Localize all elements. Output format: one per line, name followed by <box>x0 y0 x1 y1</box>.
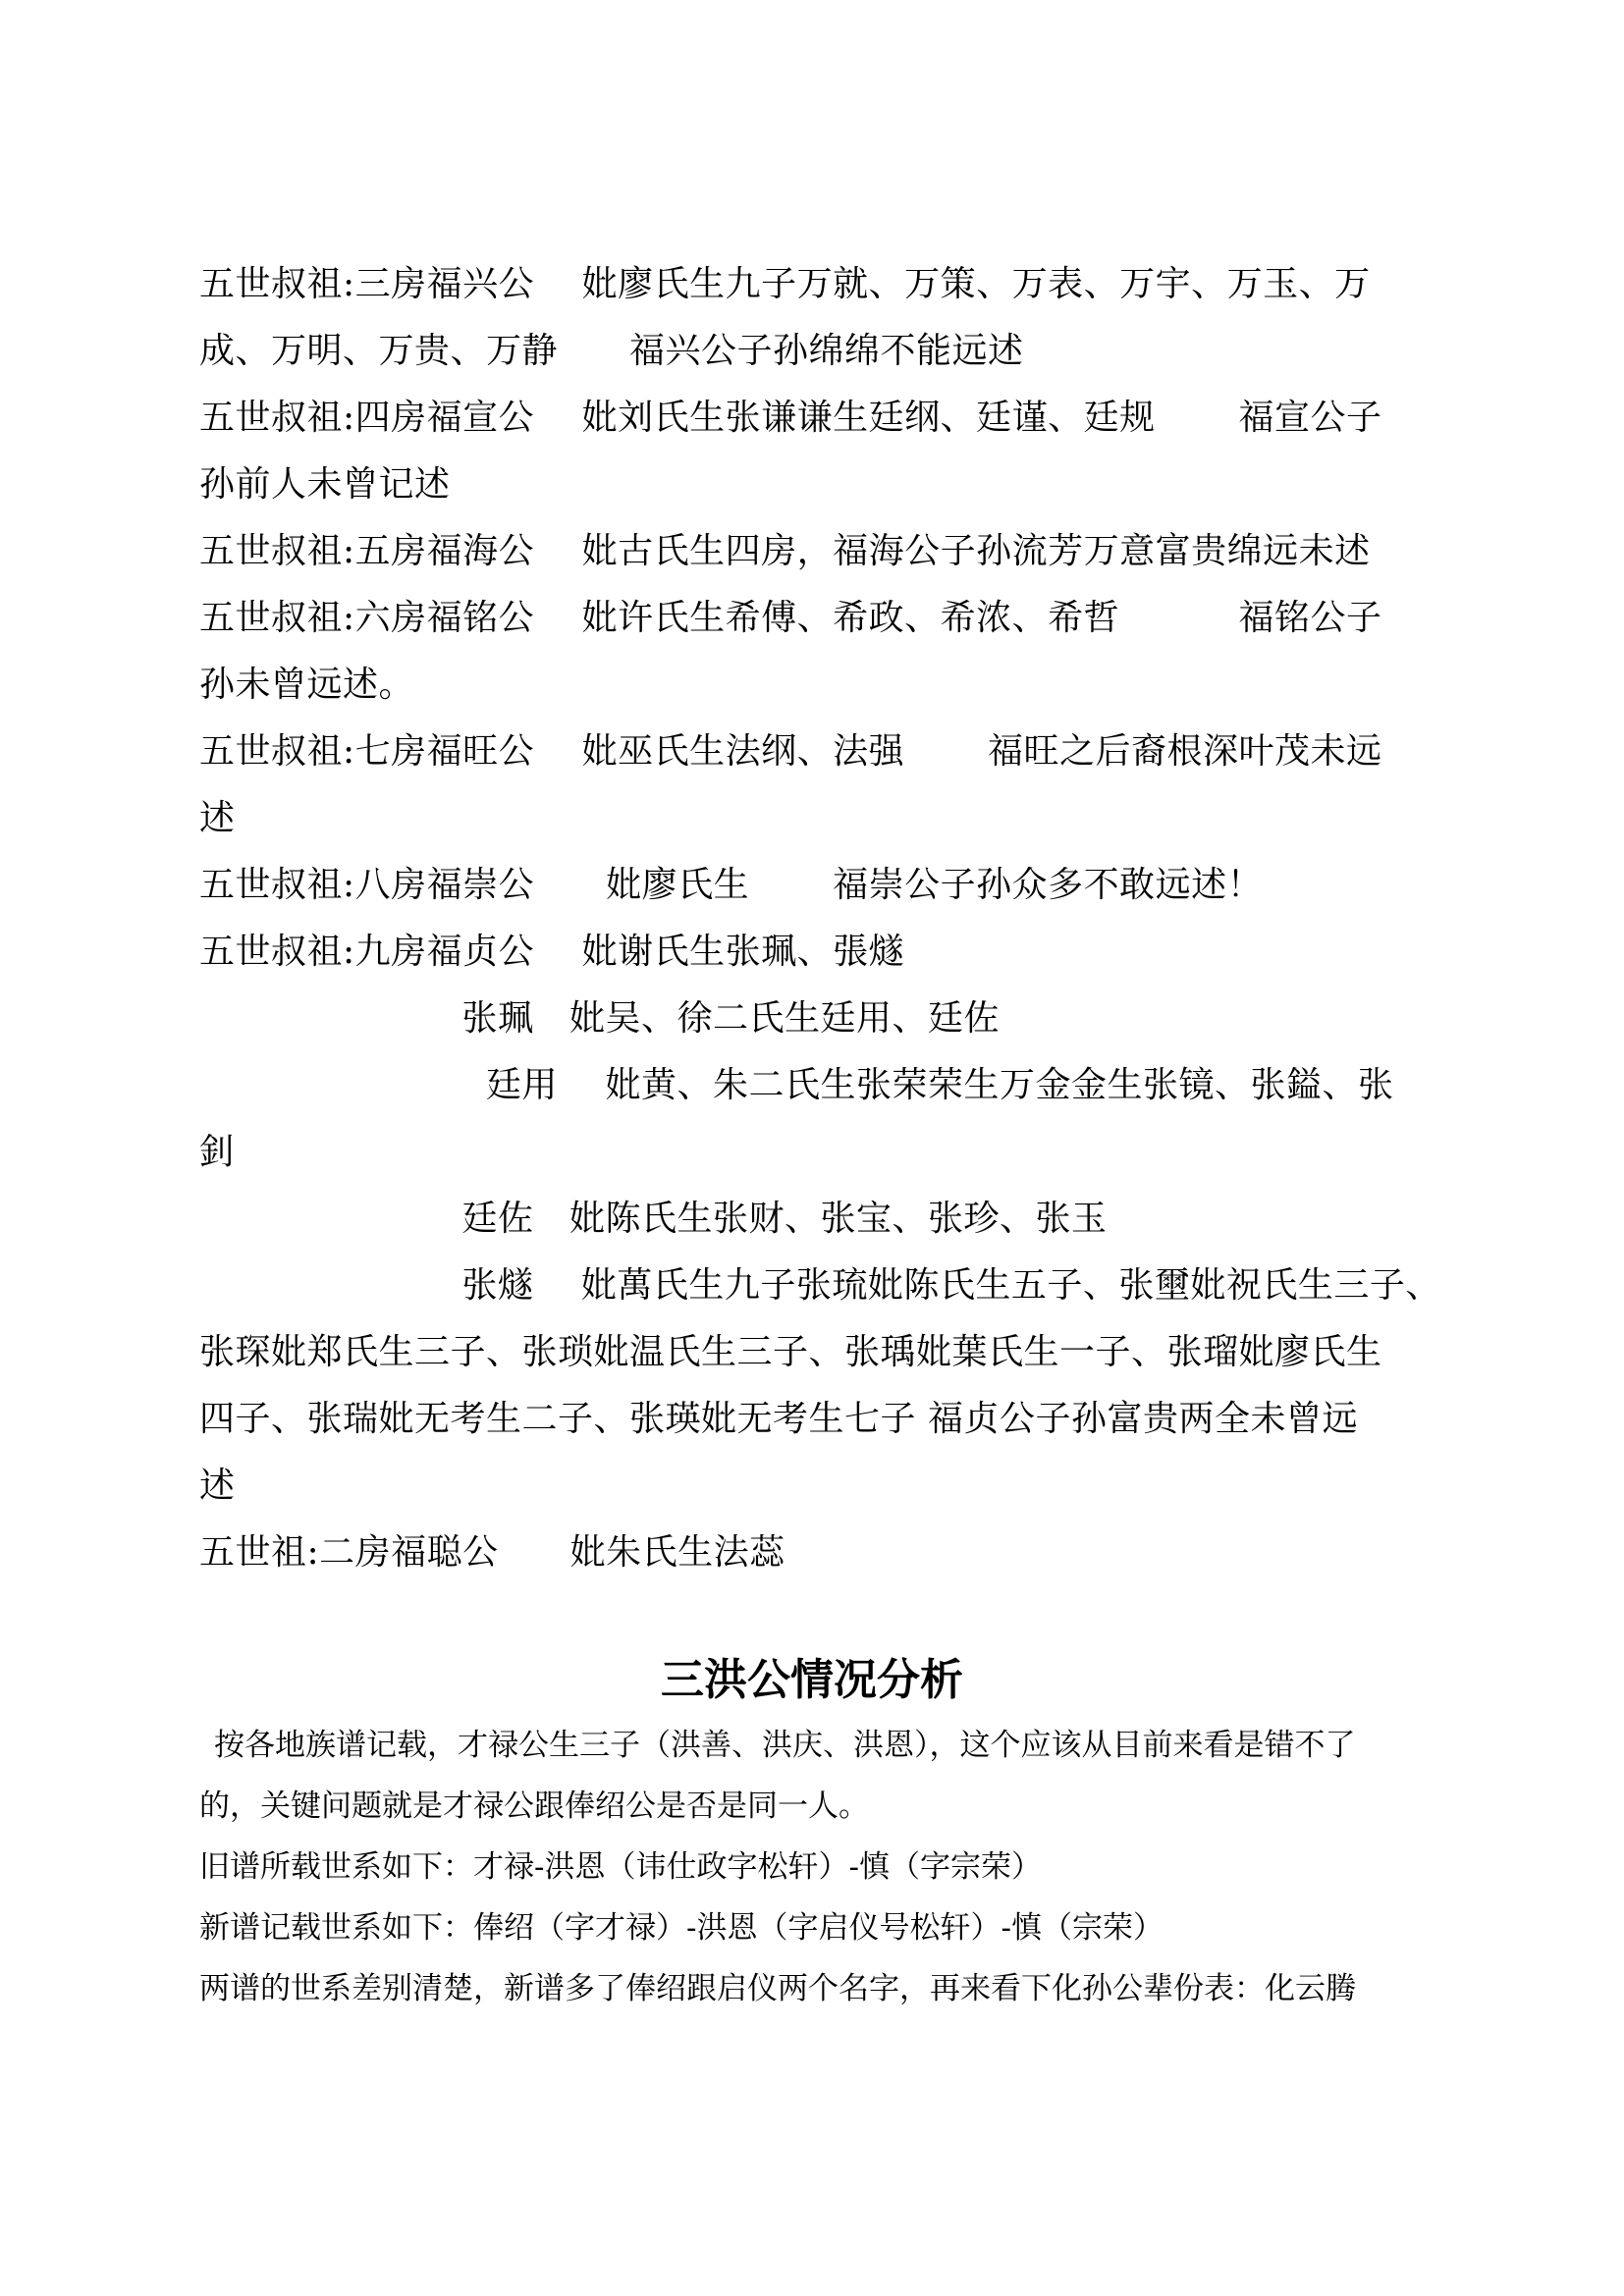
genealogy-line: 廷用 妣黄、朱二氏生张荣荣生万金金生张镜、张鎰、张 <box>199 1065 1394 1105</box>
genealogy-line: 五世叔祖:六房福铭公 妣许氏生希傅、希政、希浓、希哲 福铭公子 <box>199 598 1382 638</box>
analysis-line: 的，关键问题就是才禄公跟俸绍公是否是同一人。 <box>199 1789 869 1824</box>
genealogy-line: 述 <box>199 798 236 838</box>
genealogy-line: 孙前人未曾记述 <box>199 464 451 505</box>
genealogy-line: 廷佐 妣陈氏生张财、张宝、张珍、张玉 <box>199 1199 1108 1239</box>
genealogy-line: 五世叔祖:五房福海公 妣古氏生四房，福海公子孙流芳万意富贵绵远未述 <box>199 531 1371 571</box>
genealogy-line: 五世叔祖:四房福宣公 妣刘氏生张谦谦生廷纲、廷谨、廷规 福宣公子 <box>199 398 1382 438</box>
analysis-line: 两谱的世系差别清楚，新谱多了俸绍跟启仪两个名字，再来看下化孙公辈份表：化云腾 <box>199 1971 1356 2006</box>
genealogy-line: 张燧 妣萬氏生九子张琉妣陈氏生五子、张壐妣祝氏生三子、 <box>199 1265 1441 1306</box>
genealogy-line: 五世叔祖:八房福崇公 妣廖氏生 福崇公子孙众多不敢远述！ <box>199 865 1264 905</box>
genealogy-line: 张琛妣郑氏生三子、张琐妣温氏生三子、张瑀妣葉氏生一子、张瑠妣廖氏生 <box>199 1332 1382 1372</box>
genealogy-line: 孙未曾远述。 <box>199 665 415 705</box>
genealogy-line: 成、万明、万贵、万静 福兴公子孙绵绵不能远述 <box>199 331 1024 371</box>
genealogy-line: 四子、张瑞妣无考生二子、张瑛妣无考生七子 福贞公子孙富贵两全未曾远 <box>199 1399 1358 1439</box>
genealogy-line: 五世叔祖:九房福贞公 妣谢氏生张珮、張燧 <box>199 932 905 972</box>
genealogy-line: 五世叔祖:七房福旺公 妣巫氏生法纲、法强 福旺之后裔根深叶茂未远 <box>199 731 1382 772</box>
section-title: 三洪公情况分析 <box>661 1655 963 1705</box>
genealogy-line: 张珮 妣吴、徐二氏生廷用、廷佐 <box>199 998 1000 1039</box>
genealogy-line: 五世叔祖:三房福兴公 妣廖氏生九子万就、万策、万表、万宇、万玉、万 <box>199 264 1371 304</box>
analysis-line: 按各地族谱记载，才禄公生三子（洪善、洪庆、洪恩），这个应该从目前来看是错不了 <box>214 1728 1356 1763</box>
analysis-line: 旧谱所载世系如下：才禄-洪恩（讳仕政字松轩）-慎（字宗荣） <box>199 1849 1042 1885</box>
genealogy-line: 五世祖:二房福聪公 妣朱氏生法蕊 <box>199 1532 785 1573</box>
genealogy-line: 述 <box>199 1466 236 1506</box>
genealogy-line: 釗 <box>199 1132 236 1172</box>
analysis-line: 新谱记载世系如下：俸绍（字才禄）-洪恩（字启仪号松轩）-慎（宗荣） <box>199 1910 1164 1946</box>
